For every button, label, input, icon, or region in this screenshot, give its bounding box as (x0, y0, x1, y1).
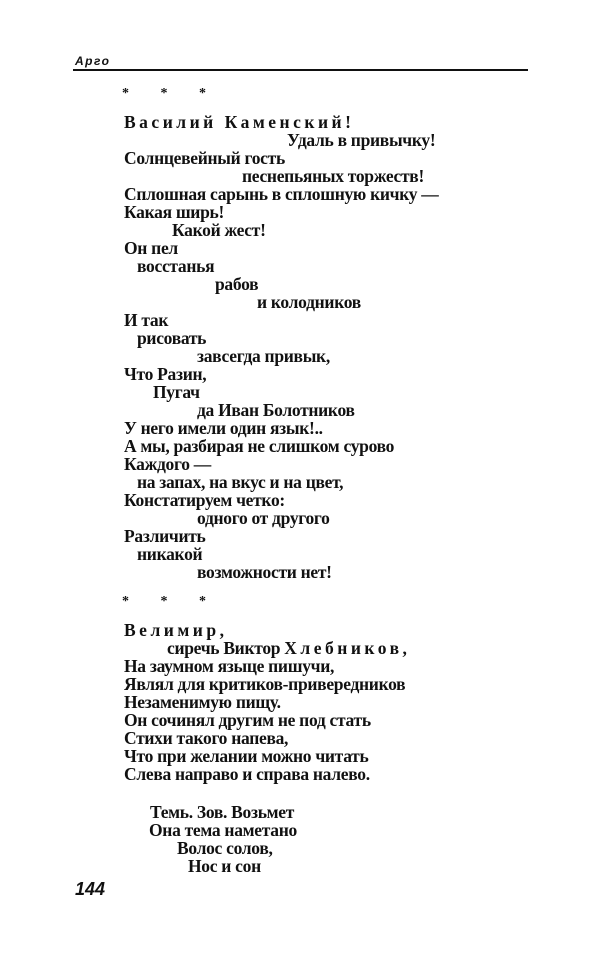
palindrome-line: Нос и сон (188, 856, 261, 876)
header-rule (73, 69, 528, 71)
section-break: * * * (122, 594, 220, 609)
poem-line-name: Василий Каменский! (124, 112, 355, 132)
poem-line: на запах, на вкус и на цвет, (137, 472, 344, 492)
poem-line: Он сочинял другим не под стать (124, 710, 371, 730)
poem-line: Он пел (124, 238, 178, 258)
section-break: * * * (122, 86, 220, 101)
poem-line: И так (124, 310, 169, 330)
poem-line: Какой жест! (172, 220, 266, 240)
poem-line: да Иван Болотников (197, 400, 355, 420)
poem-line: завсегда привык, (197, 346, 330, 366)
palindrome-line: Темь. Зов. Возьмет (150, 802, 295, 822)
poem-line: одного от другого (197, 508, 330, 528)
poem-line: Различить (124, 526, 206, 546)
poem-line: песнепьяных торжеств! (242, 166, 424, 186)
poem-line: У него имели один язык!.. (124, 418, 323, 438)
poem-line: Что при желании можно читать (124, 746, 369, 766)
poem-line: Сплошная сарынь в сплошную кичку — (124, 184, 439, 204)
poem-line: Солнцевейный гость (124, 148, 285, 168)
poem-line: Что Разин, (124, 364, 207, 384)
poem-line: Являл для критиков-привередников (124, 674, 406, 694)
poem-line: и колодников (257, 292, 361, 312)
poem-line-prefix: сиречь Виктор (167, 638, 281, 658)
page-number: 144 (75, 879, 106, 899)
poem-line: рисовать (137, 328, 207, 348)
poem-line: никакой (137, 544, 203, 564)
running-header: Арго (75, 54, 111, 68)
poem-line: восстанья (137, 256, 215, 276)
palindrome-line: Волос солов, (177, 838, 273, 858)
poem-line: Слева направо и справа налево. (124, 764, 370, 784)
poem-line: На заумном языце пишучи, (124, 656, 335, 676)
poem-line: Стихи такого напева, (124, 728, 289, 748)
poem-line-name: Велимир, (124, 620, 228, 640)
poem-line: Констатируем четко: (124, 490, 285, 510)
poem-line: рабов (215, 274, 259, 294)
poem-line: Удаль в привычку! (287, 130, 436, 150)
palindrome-line: Она тема наметано (149, 820, 297, 840)
poem-line: Каждого — (124, 454, 211, 474)
poem-line: Пугач (153, 382, 200, 402)
poem-line: Незаменимую пищу. (124, 692, 281, 712)
poem-line-name: Хлебников, (284, 638, 411, 658)
poem-line: Какая ширь! (124, 202, 224, 222)
poem-line: А мы, разбирая не слишком сурово (124, 436, 395, 456)
poem-line (167, 639, 410, 657)
poem-line: возможности нет! (197, 562, 332, 582)
